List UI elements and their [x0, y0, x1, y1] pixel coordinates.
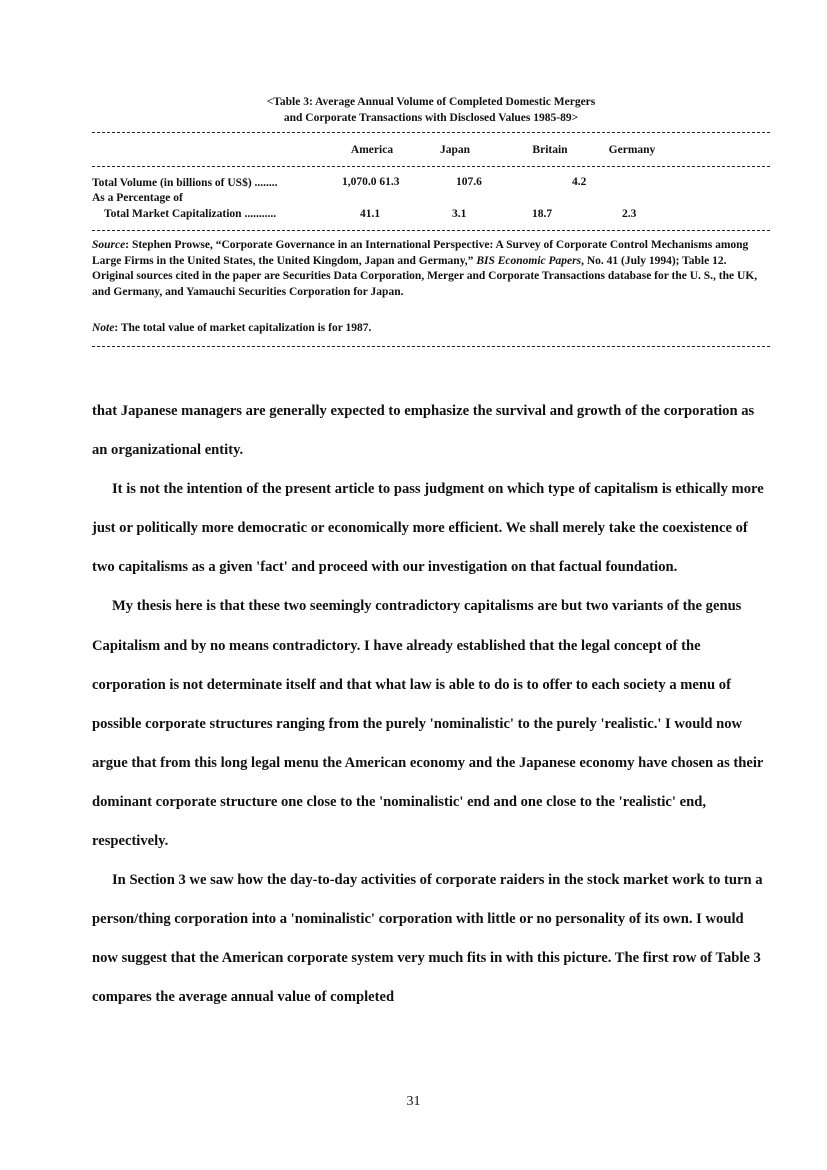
table-header-rule: [92, 166, 770, 167]
table-caption-line-2: and Corporate Transactions with Disclosed Values 1985-89>: [283, 112, 579, 124]
table-source-note: [92, 238, 770, 300]
body-text: [92, 392, 770, 1018]
column-header-germany: Germany: [608, 144, 656, 156]
paragraph: It is not the intention of the present article to pass judgment on which type of capitalism is ethically more just or politically more democratic or economically more efficient. We shall merely take the coexistence of two capitalisms as a given 'fact' and proceed with our investigation on that factual foundation.: [92, 481, 764, 576]
column-header-britain: Britain: [532, 144, 568, 156]
cell-percentage-britain: 18.7: [532, 208, 553, 220]
paragraph: My thesis here is that these two seemingly contradictory capitalisms are but two variants of the genus Capitalism and by no means contradictory. I have already established that the legal concept of the corporation is not determinate itself and that what law is able to do is to offer to each society a menu of possible corporate structures ranging from the purely 'nominalistic' to the purely 'realistic.' I would now argue that from this long legal menu the American economy and the Japanese economy have chosen as their dominant corporate structure one close to the 'nominalistic' end and one close to the 'realistic' end, respectively.: [92, 598, 764, 850]
source-text-part-1: : Stephen Prowse, “Corporate Governance in an International Perspective: A Survey of Corporate Control Mechanisms among Large Firms in the United States, the United Kingdom, Japan and Germany,”: [92, 239, 749, 267]
row-label-percentage-line-2: Total Market Capitalization ...........: [104, 208, 277, 220]
row-label-total-volume: Total Volume (in billions of US$) ........: [92, 177, 278, 189]
cell-percentage-america: 41.1: [360, 208, 381, 220]
cell-total-volume-japan: 107.6: [456, 176, 482, 188]
paragraph: In Section 3 we saw how the day-to-day activities of corporate raiders in the stock market work to turn a person/thing corporation into a 'nominalistic' corporation with little or no personality of its own. I would now suggest that the American corporate system very much fits in with this picture. The first row of Table 3 compares the average annual value of completed: [92, 872, 763, 1006]
cell-total-volume-britain: 4.2: [572, 176, 587, 188]
source-label: Source: [92, 239, 126, 251]
table-caption: [92, 94, 770, 126]
page-number: 31: [406, 1094, 421, 1109]
table-top-rule: [92, 132, 770, 133]
paragraph: that Japanese managers are generally expected to emphasize the survival and growth of the corporation as an organizational entity.: [92, 403, 755, 459]
cell-percentage-japan: 3.1: [452, 208, 467, 220]
note-label: Note: [92, 322, 115, 334]
table-note: [92, 322, 770, 334]
table-caption-line-1: <Table 3: Average Annual Volume of Completed Domestic Mergers: [266, 96, 596, 108]
source-journal: BIS Economic Papers: [476, 254, 582, 267]
column-header-japan: Japan: [439, 144, 471, 156]
cell-percentage-germany: 2.3: [622, 208, 637, 220]
table-end-rule: [92, 346, 770, 347]
note-text: : The total value of market capitalization is for 1987.: [114, 322, 372, 334]
cell-total-volume-america: 1,070.0 61.3: [342, 176, 400, 188]
row-label-percentage-line-1: As a Percentage of: [92, 192, 183, 204]
table-bottom-rule: [92, 230, 770, 231]
column-header-america: America: [350, 144, 394, 156]
source-text-part-2: , No. 41 (July 1994); Table 12. Original sources cited in the paper are Securities Data Corporation, Merger and Corporate Transactions database for the U. S., the UK, and Germany, and Yamauchi Securities Corporation for Japan.: [92, 254, 758, 298]
